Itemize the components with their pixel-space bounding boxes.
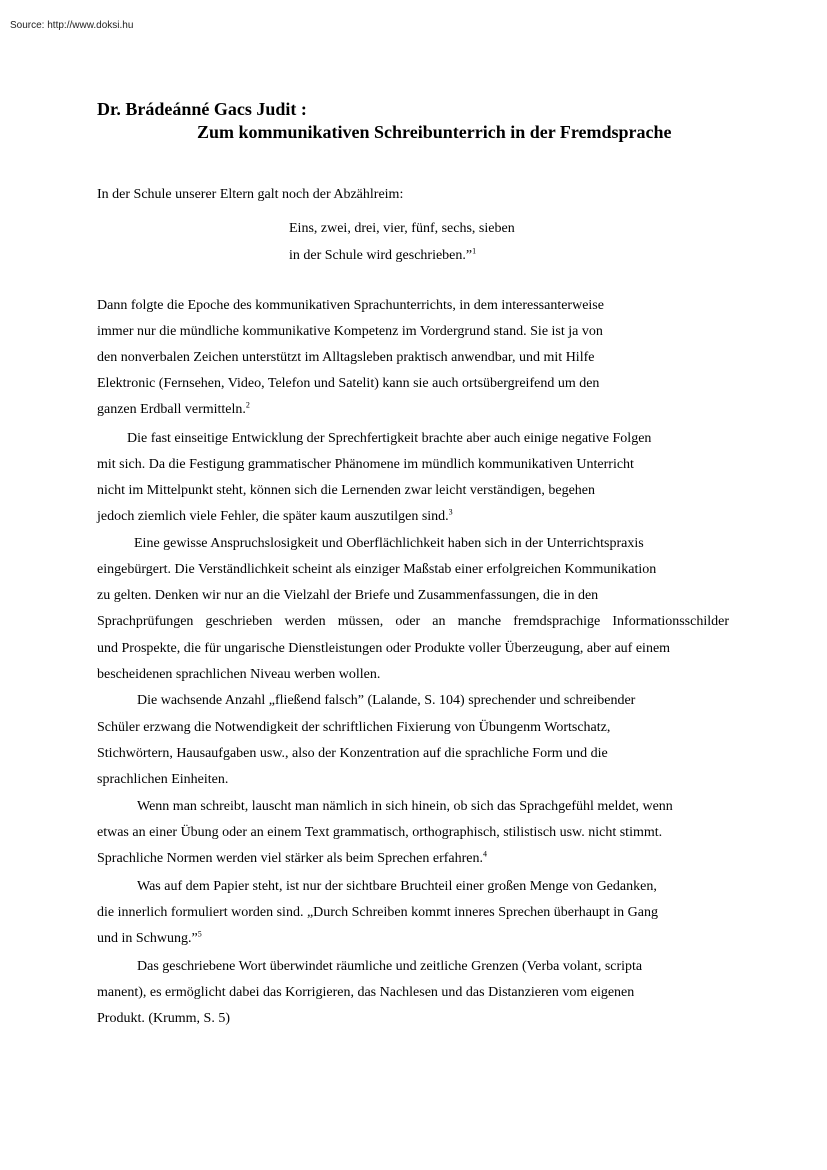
body-line: die innerlich formuliert worden sind. „Durch Schreiben kommt inneres Sprechen überhaupt in Gang [97,905,659,920]
body-line: immer nur die mündliche kommunikative Kompetenz im Vordergrund stand. Sie ist ja von [97,324,603,339]
source-url: Source: http://www.doksi.hu [10,20,134,31]
body-line-text: Sprachliche Normen werden viel stärker als beim Sprechen erfahren. [97,851,484,866]
intro-line: In der Schule unserer Eltern galt noch der Abzählreim: [97,187,404,202]
body-line: bescheidenen sprachlichen Niveau werben wollen. [97,667,381,682]
rhyme-line-2 [289,247,476,265]
body-line: Wenn man schreibt, lauscht man nämlich in sich hinein, ob sich das Sprachgefühl meldet, wenn [137,799,673,814]
body-line: zu gelten. Denken wir nur an die Vielzahl der Briefe und Zusammenfassungen, die in den [97,588,599,603]
body-line: sprachlichen Einheiten. [97,772,229,787]
rhyme-line-1: Eins, zwei, drei, vier, fünf, sechs, sieben [289,221,515,236]
body-line: Stichwörtern, Hausaufgaben usw., also der Konzentration auf die sprachliche Form und die [97,746,608,761]
body-line: Produkt. (Krumm, S. 5) [97,1011,230,1026]
body-line: nicht im Mittelpunkt steht, können sich die Lernenden zwar leicht verständigen, begehen [97,483,596,498]
body-line: den nonverbalen Zeichen unterstützt im Alltagsleben praktisch anwendbar, und mit Hilfe [97,350,595,365]
body-line [97,930,202,948]
body-line: Die wachsende Anzahl „fließend falsch” (Lalande, S. 104) sprechender und schreibender [137,693,636,708]
body-line: Die fast einseitige Entwicklung der Sprechfertigkeit brachte aber auch einige negative Folgen [127,431,652,446]
body-line: manent), es ermöglicht dabei das Korrigieren, das Nachlesen und das Distanzieren vom eigenen [97,985,635,1000]
body-line: Elektronic (Fernsehen, Video, Telefon und Satelit) kann sie auch ortsübergreifend um den [97,376,600,391]
footnote-marker-2: 2 [245,400,250,410]
body-line-text: ganzen Erdball vermitteln. [97,402,246,417]
article-title: Zum kommunikativen Schreibunterrich in der Fremdsprache [197,122,672,142]
body-line: Das geschriebene Wort überwindet räumliche und zeitliche Grenzen (Verba volant, scripta [137,959,643,974]
author-title: Dr. Brádeánné Gacs Judit : [97,99,307,119]
body-line: Eine gewisse Anspruchslosigkeit und Oberflächlichkeit haben sich in der Unterrichtspraxis [134,536,644,551]
body-line: und Prospekte, die für ungarische Dienstleistungen oder Produkte voller Überzeugung, aber auf einem [97,641,671,656]
body-line: mit sich. Da die Festigung grammatischer Phänomene im mündlich kommunikativen Unterricht [97,457,634,472]
rhyme-line-2-text: in der Schule wird geschrieben.” [289,248,473,263]
footnote-marker-4: 4 [483,849,488,859]
body-line-text: und in Schwung.” [97,931,198,946]
body-line: Was auf dem Papier steht, ist nur der sichtbare Bruchteil einer großen Menge von Gedanken, [137,879,657,894]
body-line: Sprachprüfungen geschrieben werden müssen, oder an manche fremdsprachige Informationsschilder [97,614,729,629]
footnote-marker-1: 1 [472,246,477,256]
footnote-marker-3: 3 [448,507,453,517]
body-line: Schüler erzwang die Notwendigkeit der schriftlichen Fixierung von Übungenm Wortschatz, [97,720,611,735]
body-line [97,850,487,868]
body-line [97,401,250,419]
body-line [97,508,453,526]
body-line: eingebürgert. Die Verständlichkeit scheint als einziger Maßstab einer erfolgreichen Kommunikation [97,562,657,577]
body-line: Dann folgte die Epoche des kommunikativen Sprachunterrichts, in dem interessanterweise [97,298,604,313]
footnote-marker-5: 5 [197,929,202,939]
body-line-text: jedoch ziemlich viele Fehler, die später kaum auszutilgen sind. [97,509,449,524]
body-line: etwas an einer Übung oder an einem Text grammatisch, orthographisch, stilistisch usw. nicht stimmt. [97,825,663,840]
